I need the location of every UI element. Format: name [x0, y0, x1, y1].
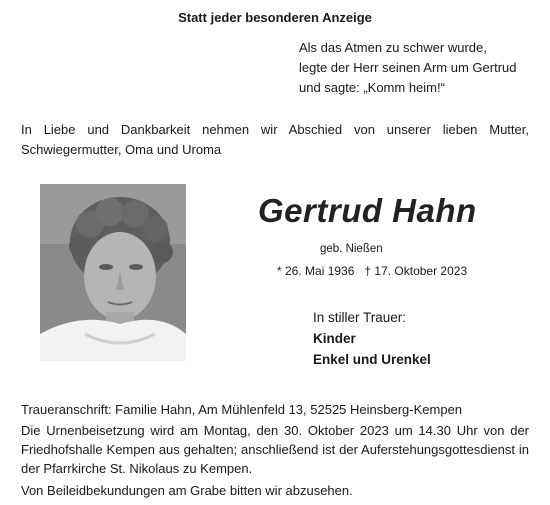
- poem-line: und sagte: „Komm heim!“: [299, 80, 445, 95]
- death-date: † 17. Oktober 2023: [364, 264, 468, 278]
- poem-line: Als das Atmen zu schwer wurde,: [299, 40, 487, 55]
- birth-date: * 26. Mai 1936: [277, 264, 355, 278]
- portrait-photo: [40, 184, 186, 361]
- poem-line: legte der Herr seinen Arm um Gertrud: [299, 60, 517, 75]
- mourner-group: Enkel und Urenkel: [313, 352, 431, 367]
- portrait-image: [40, 184, 186, 361]
- farewell-text: In Liebe und Dankbarkeit nehmen wir Abschied von unserer lieben Mutter, Schwiegermutter, Oma und Uroma: [21, 122, 529, 157]
- footer-info: [21, 400, 529, 500]
- mourning-address: Traueranschrift: Familie Hahn, Am Mühlenfeld 13, 52525 Heinsberg-Kempen: [21, 402, 463, 417]
- deceased-name: Gertrud Hahn: [258, 192, 477, 229]
- ceremony-details: Die Urnenbeisetzung wird am Montag, den 30. Oktober 2023 um 14.30 Uhr von der Friedhofshalle Kempen aus gehalten; anschließend ist der Auferstehungsgottesdienst in der Pfarrkirche St. Nikolaus zu Kempen.: [21, 423, 529, 476]
- mourner-group: Kinder: [313, 331, 356, 346]
- condolences-note: Von Beileidbekundungen am Grabe bitten wir abzusehen.: [21, 483, 353, 498]
- mourners-block: [313, 307, 431, 370]
- birth-name: geb. Nießen: [320, 243, 383, 255]
- memorial-poem: [299, 38, 516, 98]
- life-dates: [277, 264, 467, 278]
- mourners-intro: In stiller Trauer:: [313, 310, 407, 325]
- notice-header: Statt jeder besonderen Anzeige: [178, 10, 372, 25]
